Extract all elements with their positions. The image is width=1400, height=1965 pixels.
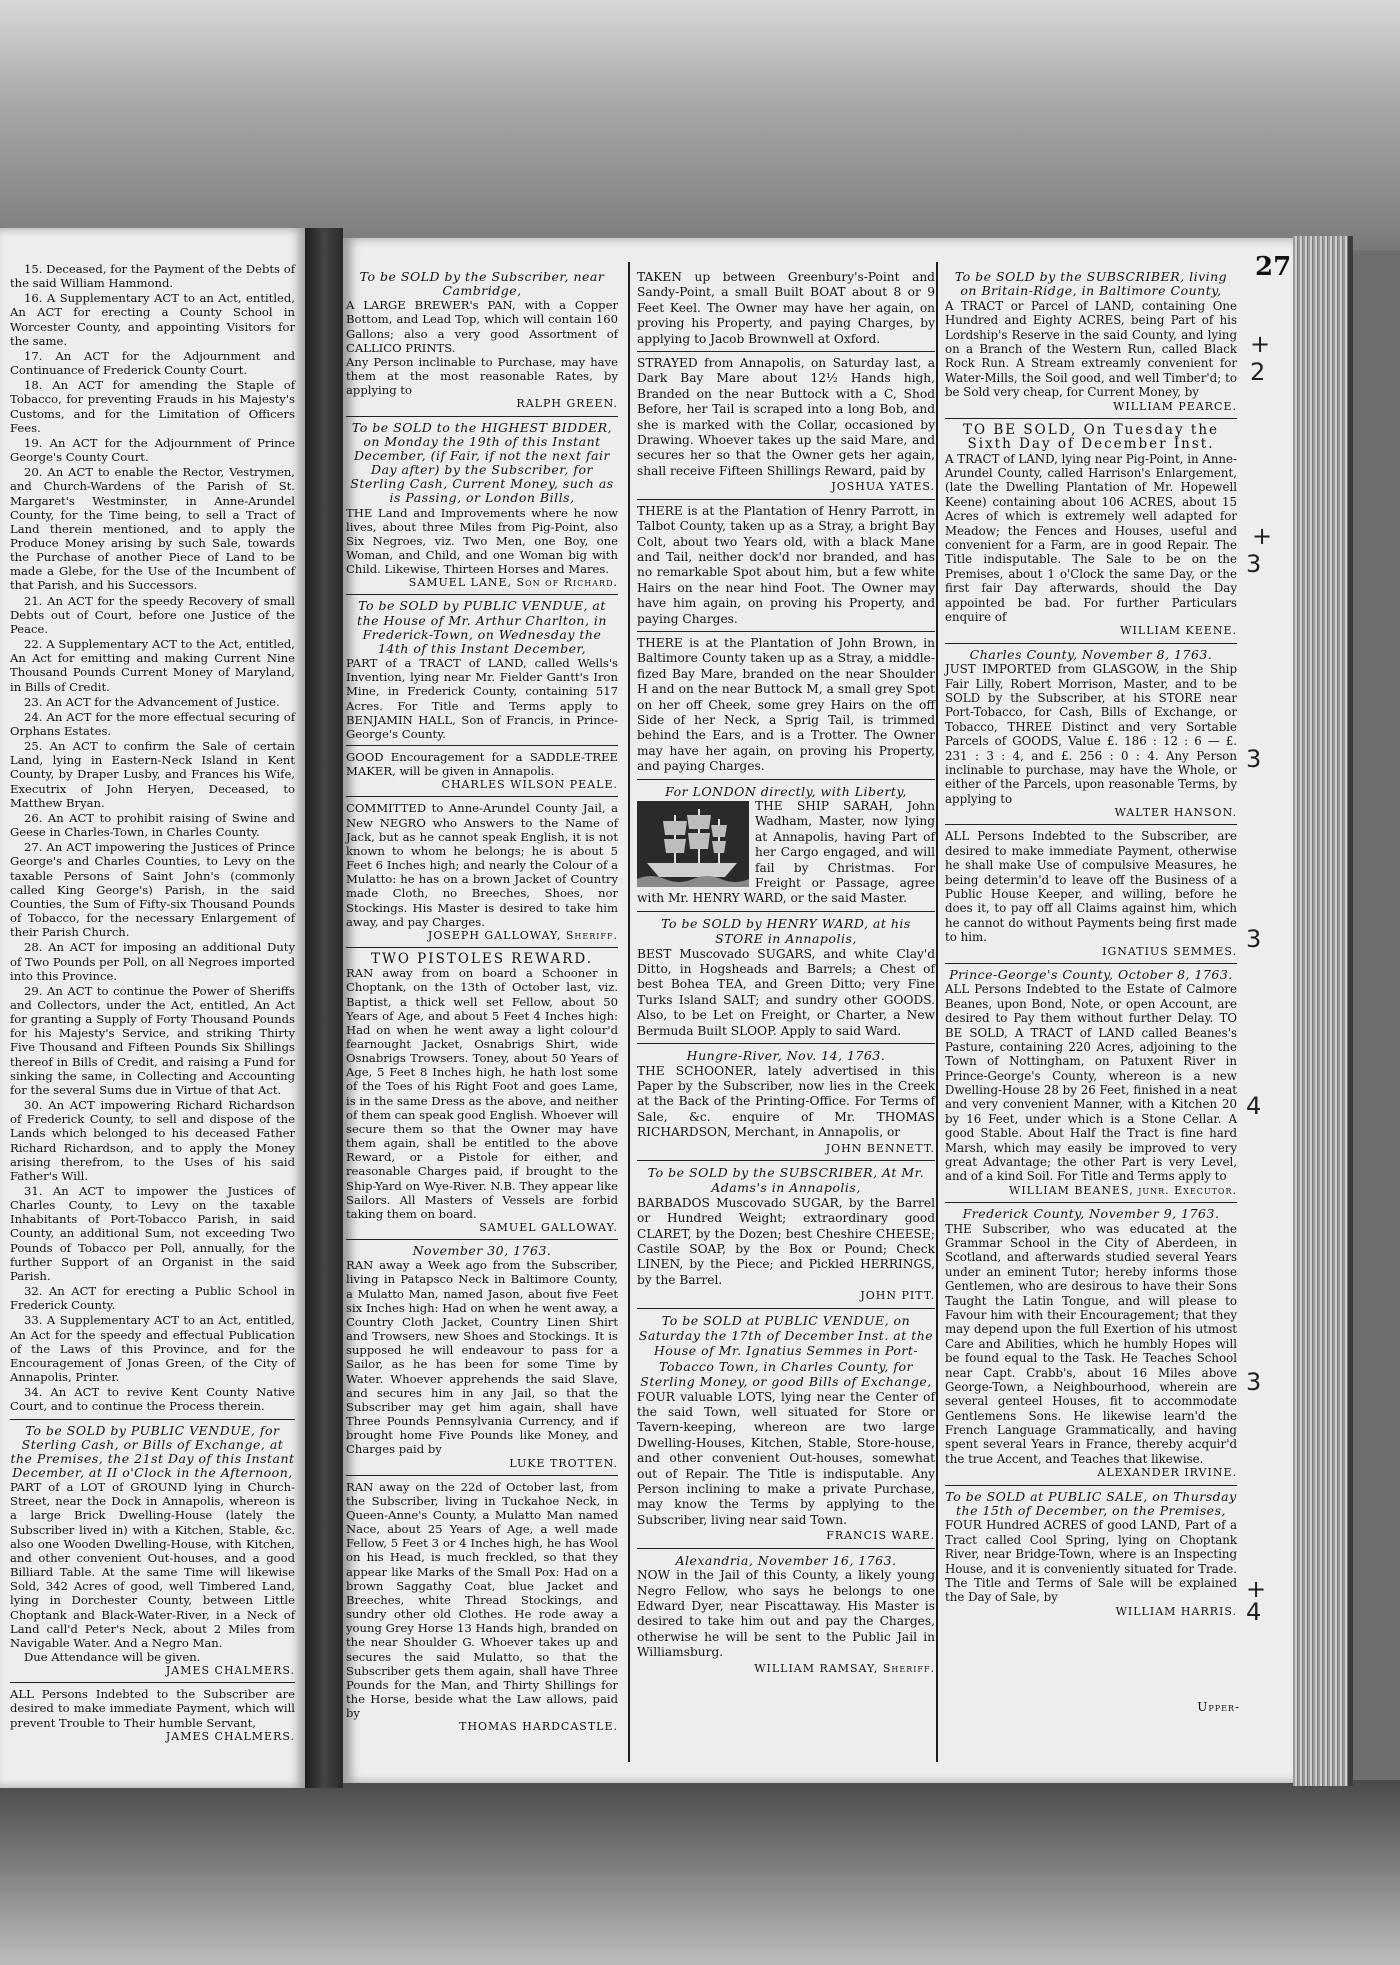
ad-signature: JOSHUA YATES. xyxy=(831,480,935,494)
advertisement xyxy=(637,636,935,780)
advertisement xyxy=(637,1165,935,1309)
book-page-edges xyxy=(1293,236,1353,1786)
ad-heading: November 30, 1763. xyxy=(412,1243,552,1259)
margin-mark: 4 xyxy=(1246,1598,1262,1626)
ad-body: COMMITTED to Anne-Arundel County Jail, a New NEGRO who Answers to the Name of Jack, but as he cannot speak English, it is not known to whom he belongs; he is about 5 Feet 6 Inches high; and nearly the Colour of a Mulatto: he has on a brown Jacket of Country made Cloth, no Breeches, Shoes, nor Stockings. His Master is desired to take him away, and pay Charges. xyxy=(346,801,618,929)
advertisement xyxy=(346,421,618,596)
act-item: 23. An ACT for the Advancement of Justice. xyxy=(24,694,280,709)
ad-signature: WILLIAM RAMSAY, Sheriff. xyxy=(754,1661,935,1675)
ad-body: ALL Persons Indebted to the Subscriber, are desired to make immediate Payment, otherwise he shall make Use of compulsive Measures, he being determin'd to leave off the Business of a Public House Keeper, and willing, before he does it, to pay off all Claims against him, which he cannot do without Payments being first made to him. xyxy=(945,829,1237,945)
margin-mark: + xyxy=(1250,330,1271,358)
ad-heading: To be SOLD by the Subscriber, near Cambridge, xyxy=(359,269,605,299)
ad-heading: To be SOLD by PUBLIC VENDUE, at the House of Mr. Arthur Charlton, in Frederick-Town, on Wednesday the 14th of this Instant December, xyxy=(357,598,607,656)
ad-body: GOOD Encouragement for a SADDLE-TREE MAKER, will be given in Annapolis. xyxy=(346,750,618,779)
ad-body: THERE is at the Plantation of Henry Parrott, in Talbot County, taken up as a Stray, a bright Bay Colt, about two Years old, with a black Mane and Tail, neither dock'd nor branded, and has no remarkable Spot about him, but a few white Hairs on the near hind Foot. The Owner may have him again, on proving his Property, and paying Charges. xyxy=(637,503,935,626)
act-item: 24. An ACT for the more effectual securing of Orphans Estates. xyxy=(10,709,295,738)
ad-body: PART of a LOT of GROUND lying in Church-Street, near the Dock in Annapolis, whereon is a large Brick Dwelling-House (lately the Subscriber lived in) with a Kitchen, Stable, &c. also one Wooden Dwelling-House, with Kitchen, and other convenient Out-houses, and a good Billiard Table. At the same Time will likewise Sold, 342 Acres of good, well Timbered Land, lying in Dorchester County, between Little Choptank and Black-Water-River, in a Neck of Land call'd Peter's Neck, about 2 Miles from Navigable Water. And a Negro Man. xyxy=(10,1480,295,1650)
act-item: 19. An ACT for the Adjournment of Prince George's County Court. xyxy=(10,435,295,465)
page-number: 27 xyxy=(1255,252,1292,282)
ad-heading: For LONDON directly, with Liberty, xyxy=(665,783,907,799)
act-item: 32. An ACT for erecting a Public School in Frederick County. xyxy=(10,1284,295,1313)
ad-heading: To be SOLD by PUBLIC VENDUE, for Sterling Cash, or Bills of Exchange, at the Premises, the 21st Day of this Instant December, at II o'Clock in the Afternoon, xyxy=(10,1422,295,1480)
advertisement xyxy=(637,504,935,632)
ad-signature: RALPH GREEN. xyxy=(516,397,618,411)
ad-note: Due Attendance will be given. xyxy=(24,1650,201,1664)
ad-signature: JOSEPH GALLOWAY, Sheriff. xyxy=(427,928,618,942)
ad-body: THE SHIP SARAH, John Wadham, Master, now lying at Annapolis, having Part of her Cargo engaged, and will fail by Christmas. For Freight or Passage, agree with Mr. HENRY WARD, or the said Master. xyxy=(637,799,935,906)
background-top xyxy=(0,0,1400,250)
advertisement xyxy=(637,356,935,500)
column-1 xyxy=(346,270,618,1742)
ad-signature: THOMAS HARDCASTLE. xyxy=(459,1720,618,1734)
ad-signature: LUKE TROTTEN. xyxy=(509,1456,618,1470)
advertisement xyxy=(346,1480,618,1739)
ad-body: RAN away on the 22d of October last, from the Subscriber, living in Tuckahoe Neck, in Queen-Anne's County, a Mulatto Man named Nace, about 25 Years of Age, a well made Fellow, 5 Feet 3 or 4 Inches high, he has Wool on his Head, is much freckled, so that they appear like Marks of the Small Pox: Had on a brown Saggathy Coat, blue Jacket and Breeches, white Thread Stockings, and sundry other old Clothes. He rode away a young Grey Horse 13 Hands high, branded on the near Shoulder G. Whoever takes up and secures the said Mulatto, so that the Subscriber gets them again, shall have Three Pounds for the Man, and Thirty Shillings for the Horse, beside what the Law allows, paid by xyxy=(346,1479,618,1721)
margin-mark: 4 xyxy=(1246,1092,1262,1120)
ad-body: THE Land and Improvements where he now lives, about three Miles from Pig-Point, also Six Negroes, viz. Two Men, one Boy, one Woman, and Child, and one Woman big with Child. Likewise, Thirteen Horses and Mares. xyxy=(346,505,618,577)
ad-heading: Charles County, November 8, 1763. xyxy=(969,646,1213,662)
advertisement xyxy=(346,952,618,1240)
act-item: 20. An ACT to enable the Rector, Vestrymen, and Church-Wardens of the Parish of St. Margaret's Westminster, in Anne-Arundel County, for the Time being, to sell a Tract of Land therein mentioned, and to apply the Produce Money arising by such Sale, towards the Purchase of another Piece of Land to be made a Glebe, for the Use of the Incumbent of that Parish, and his Successors. xyxy=(10,465,295,593)
ad-body: BARBADOS Muscovado SUGAR, by the Barrel or Hundred Weight; extraordinary good CLARET, by the Dozen; best Cheshire CHEESE; Castile SOAP, by the Box or Pound; Check LINEN, by the Piece; and Pickled HERRINGS, by the Barrel. xyxy=(637,1195,935,1287)
advertisement xyxy=(10,1687,295,1748)
column-3 xyxy=(945,270,1237,1627)
advertisement xyxy=(637,270,935,352)
ad-body: A TRACT or Parcel of LAND, containing One Hundred and Eighty ACRES, being Part of his Lordship's Reserve in the said County, and lying on a Branch of the Western Run, called Black Rock Run. A Stream extreamly convenient for Water-Mills, the Soil good, and well Timber'd; to be Sold very cheap, for Current Money, by xyxy=(945,298,1237,400)
ad-body: THE Subscriber, who was educated at the Grammar School in the City of Aberdeen, in Scotland, and afterwards studied several Years under an eminent Tutor; hereby informs those Gentlemen, who are desirous to have their Sons Taught the Latin Tongue, and will please to Favour him with their Encouragement; that they may depend upon the full Exertion of his utmost Care and Abilities, which he humbly Hopes will be found equal to the Task. He Teaches School near Capt. Crabb's, about 16 Miles above George-Town, a Neighbourhood, wherein are several genteel Houses, fit to accommodate Gentlemens Sons. He likewise learn'd the French Language Grammatically, and having spent several Years in France, thereby acquir'd the true Accent, and Teaches that likewise. xyxy=(945,1221,1237,1466)
margin-mark: 3 xyxy=(1246,550,1262,578)
advertisement xyxy=(637,1313,935,1549)
advertisement xyxy=(945,648,1237,826)
ad-heading: To be SOLD by the SUBSCRIBER, living on Britain-Ridge, in Baltimore County, xyxy=(954,269,1228,299)
ad-heading: To be SOLD to the HIGHEST BIDDER, on Monday the 19th of this Instant December, (if Fair, if not the next fair Day after) by the Subscriber, for Sterling Cash, Current Money, such as is Passing, or London Bills, xyxy=(350,419,614,506)
advertisement xyxy=(637,916,935,1044)
margin-mark: + xyxy=(1246,1575,1267,1603)
ad-heading: To be SOLD by HENRY WARD, at his STORE in Annapolis, xyxy=(661,915,911,947)
ad-signature: JAMES CHALMERS. xyxy=(165,1729,295,1743)
act-item: 17. An ACT for the Adjournment and Continuance of Frederick County Court. xyxy=(10,348,295,378)
ad-body: THERE is at the Plantation of John Brown, in Baltimore County taken up as a Stray, a middle-fized Bay Mare, branded on the near Shoulder H and on the near Buttock M, a small grey Spot on her off Cheek, some grey Hairs on the off Side of her Neck, a Sprig Tail, is trimmed behind the Ears, and is a Trotter. The Owner may have her again, on proving his Property, and paying Charges. xyxy=(637,635,935,774)
act-item: 18. An ACT for amending the Staple of Tobacco, for preventing Frauds in his Majesty's Customs, and for the Limitation of Officers Fees. xyxy=(10,378,295,435)
margin-mark: + xyxy=(1252,522,1273,550)
book-gutter xyxy=(305,228,343,1788)
ad-heading: To be SOLD by the SUBSCRIBER, At Mr. Adams's in Annapolis, xyxy=(647,1164,925,1196)
ad-body: FOUR Hundred ACRES of good LAND, Part of a Tract called Cool Spring, lying on Choptank River, near Bridge-Town, where is an Inspecting House, and it is conveniently situated for Trade. The Title and Terms of Sale will be explained the Day of Sale, by xyxy=(945,1518,1237,1605)
background-bottom xyxy=(0,1780,1400,1965)
advertisement xyxy=(945,968,1237,1203)
catchword: Upper- xyxy=(1197,1700,1240,1714)
column-rule xyxy=(936,262,938,1762)
advertisement xyxy=(945,1490,1237,1624)
ad-signature: WILLIAM KEENE. xyxy=(1120,624,1237,638)
advertisement xyxy=(346,270,618,417)
ad-body: RAN away a Week ago from the Subscriber, living in Patapsco Neck in Baltimore County, a Mulatto Man, named Jason, about five Feet six Inches high: Had on when he went away, a Country Cloth Jacket, Country Linen Shirt and Trowsers, new Shoes and Stockings. It is supposed he will endeavour to pass for a Sailor, as he has been for some Time by Water. Whoever apprehends the said Slave, and secures him in any Jail, so that the Subscriber may get him again, shall have Three Pounds Pennsylvania Currency, and if brought home Five Pounds like Money, and Charges paid by xyxy=(346,1258,618,1457)
ad-body: JUST IMPORTED from GLASGOW, in the Ship Fair Lilly, Robert Morrison, Master, and to be SOLD by the Subscriber, at his STORE near Port-Tobacco, for Cash, Bills of Exchange, or Tobacco, THREE Distinct and very Sortable Parcels of GOODS, Value £. 186 : 12 : 6 — £. 231 : 3 : 4, and £. 256 : 0 : 4. Any Person inclinable to purchase, may have the Whole, or either of the Parcels, upon reasonable Terms, by applying to xyxy=(945,662,1237,806)
ad-signature: JAMES CHALMERS. xyxy=(165,1664,295,1678)
act-item: 31. An ACT to impower the Justices of Charles County, to Levy on the taxable Inhabitants of Port-Tobacco Parish, in said County, an additional Sum, not exceeding Two Pounds of Tobacco per Poll, annually, for the further Support of an Organist in the said Parish. xyxy=(10,1184,295,1283)
ad-body: TAKEN up between Greenbury's-Point and Sandy-Point, a small Built BOAT about 8 or 9 Feet Keel. The Owner may have her again, on proving his Property, and paying Charges, by applying to Jacob Brownwell at Oxford. xyxy=(637,270,935,346)
act-item: 22. A Supplementary ACT to the Act, entitled, An Act for emitting and making Current Nine Thousand Pounds Current Money of Maryland, in Bills of Credit. xyxy=(10,637,295,694)
ad-body: NOW in the Jail of this County, a likely young Negro Fellow, who says he belongs to one Edward Dyer, near Piscattaway. His Master is desired to take him out and pay the Charges, otherwise he will be sent to the Public Jail in Williamsburg. xyxy=(637,1568,935,1660)
ad-body: BEST Muscovado SUGARS, and white Clay'd Ditto, in Hogsheads and Barrels; a Chest of best Bohea TEA, and Green Ditto; very Fine Turks Island SALT; and sundry other GOODS. Also, to be Let on Freight, or Charter, a New Bermuda Built SLOOP. Apply to said Ward. xyxy=(637,946,935,1038)
margin-mark: 3 xyxy=(1246,1368,1262,1396)
act-item: 16. A Supplementary ACT to an Act, entitled, An ACT for erecting a County School in Worcester County, and appointing Visitors for the same. xyxy=(10,291,295,348)
ship-woodcut-image xyxy=(637,801,749,887)
margin-mark: 3 xyxy=(1246,925,1262,953)
ad-body: A TRACT of LAND, lying near Pig-Point, in Anne-Arundel County, called Harrison's Enlargement, (late the Dwelling Plantation of Mr. Hopewell Keene) containing about 106 ACRES, about 15 Acres of which is extremely well adapted for Meadow; the Fences and Houses, useful and convenient for a Farm, are in good Repair. The Title indisputable. The Sale to be on the Premises, about 1 o'Clock the same Day, or the first fair Day afterwards, should the Day appointed be bad. For further Particulars enquire of xyxy=(945,451,1237,624)
ad-signature: WILLIAM HARRIS. xyxy=(1115,1604,1237,1618)
ad-body: THE SCHOONER, lately advertised in this Paper by the Subscriber, now lies in the Creek at the Back of the Printing-Office. For Terms of Sale, &c. enquire of Mr. THOMAS RICHARDSON, Merchant, in Annapolis, or xyxy=(637,1063,935,1140)
ad-signature: WILLIAM BEANES, junr. Executor. xyxy=(1009,1183,1237,1197)
act-item: 25. An ACT to confirm the Sale of certain Land, lying in Eastern-Neck Island in Kent County, by Draper Lusby, and Frances his Wife, Executrix of John Heryen, Deceased, to Matthew Bryan. xyxy=(10,739,295,810)
act-item: 34. An ACT to revive Kent County Native Court, and to continue the Process therein. xyxy=(10,1385,295,1414)
ad-body: STRAYED from Annapolis, on Saturday last, a Dark Bay Mare about 12½ Hands high, Branded on the near Buttock with a C, Shod Before, her Tail is scraped into a long Bob, and she is marked with the Collar, occasioned by Drawing. Whoever takes up the said Mare, and secures her so that the Owner gets her again, shall receive Fifteen Shillings Reward, paid by xyxy=(637,356,935,478)
ad-signature: CHARLES WILSON PEALE. xyxy=(441,778,618,792)
act-item: 15. Deceased, for the Payment of the Debts of the said William Hammond. xyxy=(10,262,295,291)
ad-heading: TO BE SOLD, On Tuesday the Sixth Day of December Inst. xyxy=(962,421,1220,453)
advertisement xyxy=(637,784,935,912)
ad-signature: WILLIAM PEARCE. xyxy=(1113,399,1237,413)
advertisement xyxy=(637,1048,935,1161)
ad-signature: SAMUEL GALLOWAY. xyxy=(479,1221,618,1234)
ad-body: FOUR valuable LOTS, lying near the Center of the said Town, well situated for Store or Tavern-keeping, whereon are two large Dwelling-Houses, Kitchen, Stable, Store-house, and other convenient Out-houses, somewhat out of Repair. The Title is indisputable. Any Person inclining to make a private Purchase, may know the Terms by applying to the Subscriber, living near said Town. xyxy=(637,1389,935,1527)
act-item: 27. An ACT impowering the Justices of Prince George's and Charles Counties, to Levy on the taxable Persons of Saint John's (commonly called King George's) Parish, in the said Counties, the Sum of Fifty-six Thousand Pounds of Tobacco, for the necessary Enlargement of their Parish Church. xyxy=(10,840,295,940)
advertisement xyxy=(10,1424,295,1684)
ad-heading: Prince-George's County, October 8, 1763. xyxy=(949,966,1233,982)
act-item: 28. An ACT for imposing an additional Duty of Two Pounds per Poll, on all Negroes imported into this Province. xyxy=(10,940,295,983)
ad-heading: To be SOLD at PUBLIC VENDUE, on Saturday the 17th of December Inst. at the House of Mr. Ignatius Semmes in Port-Tobacco Town, in Charles County, for Sterling Money, or good Bills of Exchange, xyxy=(638,1312,934,1390)
column-2 xyxy=(637,270,935,1684)
ad-signature: JOHN PITT. xyxy=(860,1289,935,1303)
advertisement xyxy=(637,1553,935,1680)
ad-body: RAN away from on board a Schooner in Choptank, on the 13th of October last, viz. Baptist, a thick well set Fellow, about 50 Years of Age, and about 5 Feet 4 Inches high: Had on when he went away a light colour'd fearnought Jacket, Osnabrigs Shirt, wide Osnabrigs Trowsers. Toney, about 50 Years of Age, 5 Feet 8 Inches high, he hath lost some of the Toes of his Right Foot and goes Lame, is in the same Dress as the above, and neither of them can speak good English. Whoever will secure them so that the Owner may have them again, shall be entitled to the above Reward, or a Pistole for either, and reasonable Charges paid, if brought to the Ship-Yard on Wye-River. N.B. They appear like Sailors. All Masters of Vessels are forbid taking them on board. xyxy=(346,966,618,1221)
acts-list xyxy=(10,262,295,1420)
ad-body: ALL Persons Indebted to the Estate of Calmore Beanes, upon Bond, Note, or open Account, are desired to Pay them without further Delay. TO BE SOLD, A TRACT of LAND called Beanes's Pasture, containing 220 Acres, adjoining to the Town of Nottingham, on Patuxent River in Prince-George's County, whereon is a new Dwelling-House 28 by 26 Feet, finished in a neat and very convenient Manner, with a Kitchen 20 by 16 Feet, under which is a Stone Cellar. A good Stable. About Half the Tract is fine hard Marsh, which may easily be improved to very great Advantage; the other Part is very Level, and of a kind Soil. For Title and Terms apply to xyxy=(945,982,1237,1184)
advertisement xyxy=(346,1244,618,1476)
ad-heading: TWO PISTOLES REWARD. xyxy=(370,951,594,968)
ad-body: ALL Persons Indebted to the Subscriber are desired to make immediate Payment, which will prevent Trouble to Their humble Servant, xyxy=(10,1687,295,1730)
advertisement xyxy=(346,750,618,797)
ad-body: PART of a TRACT of LAND, called Wells's Invention, lying near Mr. Fielder Gantt's Iron Mine, in Frederick County, containing 517 Acres. For Title and Terms apply to BENJAMIN HALL, Son of Francis, in Prince-George's County. xyxy=(346,656,618,741)
ad-heading: Hungre-River, Nov. 14, 1763. xyxy=(686,1048,886,1064)
ad-signature: WALTER HANSON. xyxy=(1114,806,1237,820)
advertisement xyxy=(346,599,618,746)
advertisement xyxy=(945,829,1237,964)
margin-mark: 2 xyxy=(1250,358,1266,386)
ad-signature: IGNATIUS SEMMES. xyxy=(1102,944,1237,958)
advertisement xyxy=(346,801,618,948)
ad-heading: Alexandria, November 16, 1763. xyxy=(675,1552,897,1568)
act-item: 26. An ACT to prohibit raising of Swine and Geese in Charles-Town, in Charles County. xyxy=(10,810,295,840)
advertisement xyxy=(945,270,1237,419)
ad-signature: ALEXANDER IRVINE. xyxy=(1097,1466,1237,1480)
act-item: 33. A Supplementary ACT to an Act, entitled, An Act for the speedy and effectual Publication of the Laws of this Province, and for the Encouragement of Jonas Green, of the City of Annapolis, Printer. xyxy=(10,1313,295,1385)
ad-signature: JOHN BENNETT. xyxy=(825,1141,935,1155)
ad-body: A LARGE BREWER's PAN, with a Copper Bottom, and Lead Top, which will contain 160 Gallons; also a very good Assortment of CALLICO PRINTS. xyxy=(346,298,618,355)
act-item: 29. An ACT to continue the Power of Sheriffs and Collectors, under the Act, entitled, An Act for granting a Supply of Forty Thousand Pounds for his Majesty's Service, and striking Thirty Five Thousand and Fifteen Pounds Six Shillings thereof in Bills of Credit, and raising a Fund for sinking the same, in Collecting and Accounting for the several Sums due in Virtue of that Act. xyxy=(10,983,295,1097)
act-item: 21. An ACT for the speedy Recovery of small Debts out of Court, before one Justice of the Peace. xyxy=(10,593,295,636)
ad-signature: FRANCIS WARE. xyxy=(826,1529,935,1543)
column-rule xyxy=(628,262,630,1762)
ad-body: Any Person inclinable to Purchase, may have them at the most reasonable Rates, by applying to xyxy=(346,354,618,398)
left-column xyxy=(10,262,295,1752)
ad-signature: SAMUEL LANE, Son of Richard. xyxy=(408,576,618,590)
advertisement xyxy=(945,423,1237,644)
advertisement xyxy=(945,1207,1237,1485)
margin-mark: 3 xyxy=(1246,745,1262,773)
ad-heading: To be SOLD at PUBLIC SALE, on Thursday the 15th of December, on the Premises, xyxy=(945,1488,1237,1519)
ad-heading: Frederick County, November 9, 1763. xyxy=(962,1206,1220,1222)
act-item: 30. An ACT impowering Richard Richardson of Frederick County, to sell and dispose of the Lands which belonged to his deceased Father Richard Richardson, and to apply the Money arising therefrom, to the Uses of his said Father's Will. xyxy=(10,1098,295,1183)
